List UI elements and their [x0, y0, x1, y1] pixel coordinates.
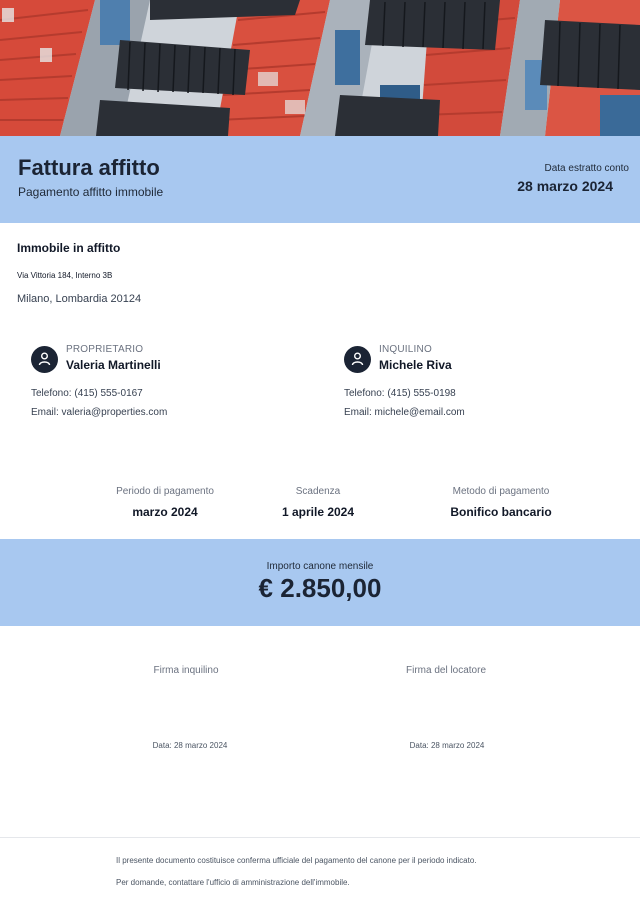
amount-label: Importo canone mensile	[266, 561, 374, 572]
hero-image	[0, 0, 640, 136]
footer-contact: Per domande, contattare l'ufficio di amministrazione dell'immobile.	[116, 878, 350, 887]
payment-method-value: Bonifico bancario	[450, 505, 552, 519]
payment-period-value: marzo 2024	[132, 505, 198, 519]
tenant-card	[344, 343, 604, 423]
owner-name: Valeria Martinelli	[66, 358, 161, 372]
footer-divider	[0, 837, 640, 838]
tenant-name: Michele Riva	[379, 358, 452, 372]
due-date-label: Scadenza	[295, 486, 341, 497]
payment-method	[411, 486, 591, 519]
tenant-avatar	[344, 346, 371, 373]
property-city: Milano, Lombardia 20124	[17, 293, 142, 305]
statement-date: 28 marzo 2024	[517, 178, 613, 194]
user-icon	[351, 352, 364, 366]
owner-role: PROPRIETARIO	[66, 344, 144, 355]
owner-email: Email: valeria@properties.com	[31, 407, 168, 418]
tenant-signature-label: Firma inquilino	[153, 665, 219, 676]
owner-card	[31, 343, 291, 423]
amount-band	[0, 539, 640, 626]
owner-signature	[346, 665, 546, 676]
payment-method-label: Metodo di pagamento	[452, 486, 550, 497]
owner-signature-label: Firma del locatore	[405, 665, 487, 676]
due-date	[228, 486, 408, 519]
owner-phone: Telefono: (415) 555-0167	[31, 388, 143, 399]
document-subtitle: Pagamento affitto immobile	[18, 185, 164, 199]
user-icon	[38, 352, 51, 366]
tenant-signature-date: Data: 28 marzo 2024	[152, 741, 228, 750]
document-title: Fattura affitto	[18, 155, 160, 180]
tenant-email: Email: michele@email.com	[344, 407, 465, 418]
footer-note: Il presente documento costituisce conferma ufficiale del pagamento del canone per il periodo indicato.	[116, 856, 477, 865]
property-heading: Immobile in affitto	[17, 241, 121, 255]
amount-value: € 2.850,00	[258, 573, 382, 603]
tenant-signature	[86, 665, 286, 676]
statement-date-label: Data estratto conto	[544, 163, 629, 174]
payment-period-label: Periodo di pagamento	[116, 486, 214, 497]
owner-avatar	[31, 346, 58, 373]
tenant-role: INQUILINO	[379, 344, 432, 355]
due-date-value: 1 aprile 2024	[281, 505, 355, 519]
property-address: Via Vittoria 184, Interno 3B	[17, 271, 113, 280]
owner-signature-date: Data: 28 marzo 2024	[409, 741, 485, 750]
tenant-phone: Telefono: (415) 555-0198	[344, 388, 456, 399]
header-band	[0, 136, 640, 223]
